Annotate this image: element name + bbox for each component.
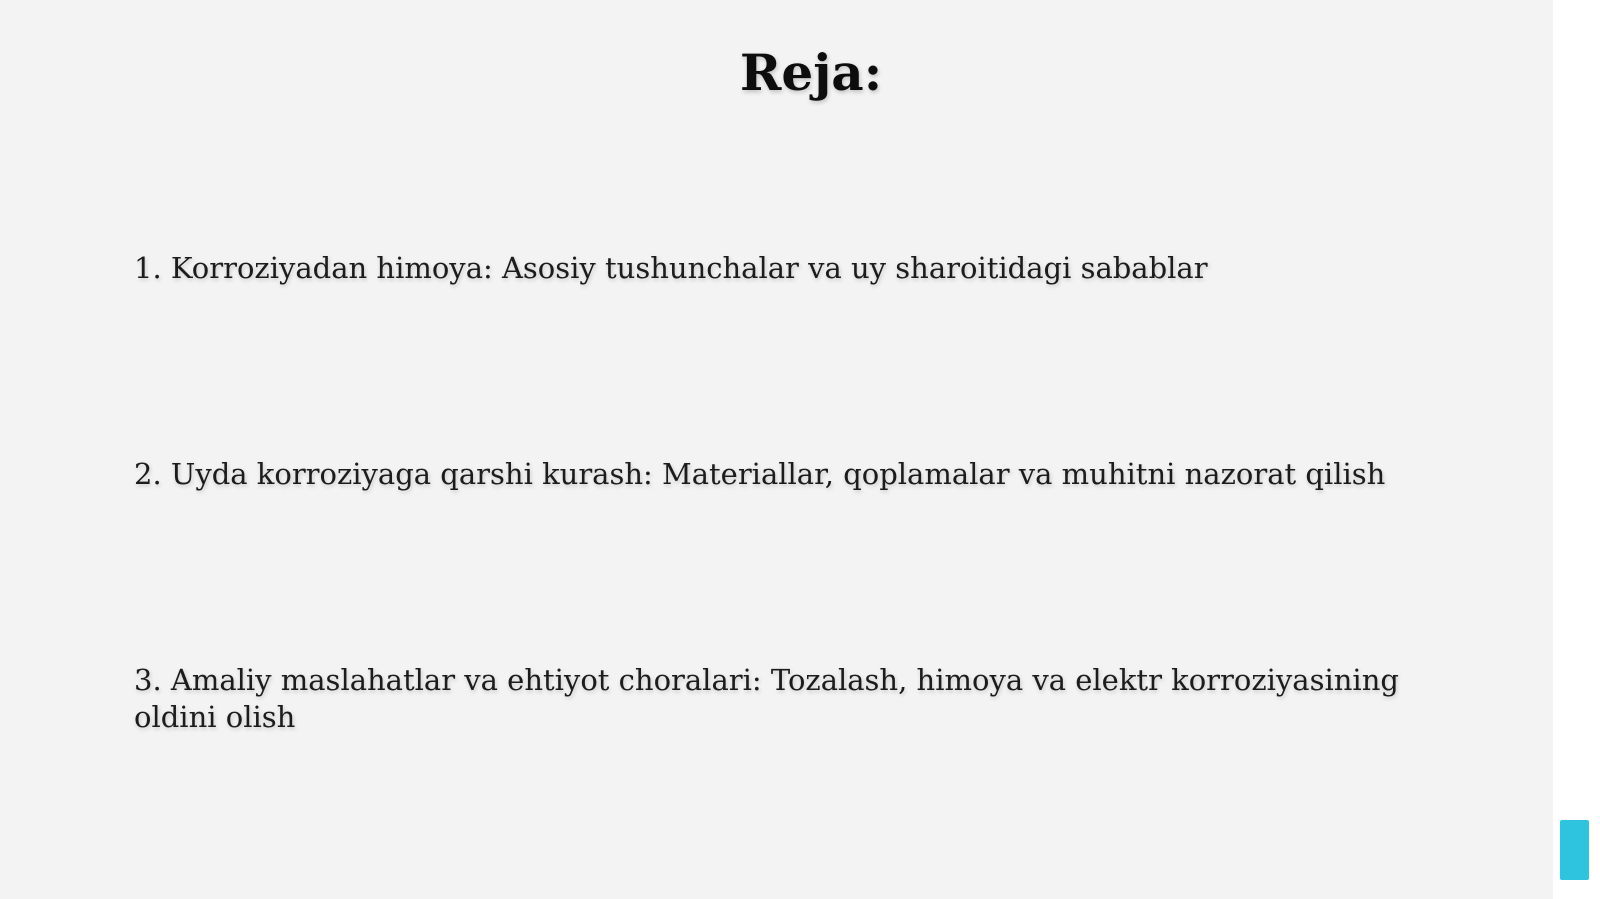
plan-item-3: 3. Amaliy maslahatlar va ehtiyot choralari: Tozalash, himoya va elektr korroziyasining oldini olish: [134, 663, 1399, 734]
plan-item-2: 2. Uyda korroziyaga qarshi kurash: Materiallar, qoplamalar va muhitni nazorat qilish: [134, 457, 1386, 491]
scroll-indicator[interactable]: [1560, 820, 1589, 880]
slide-title: Reja:: [739, 43, 883, 102]
plan-item-1: 1. Korroziyadan himoya: Asosiy tushunchalar va uy sharoitidagi sabablar: [134, 251, 1208, 285]
